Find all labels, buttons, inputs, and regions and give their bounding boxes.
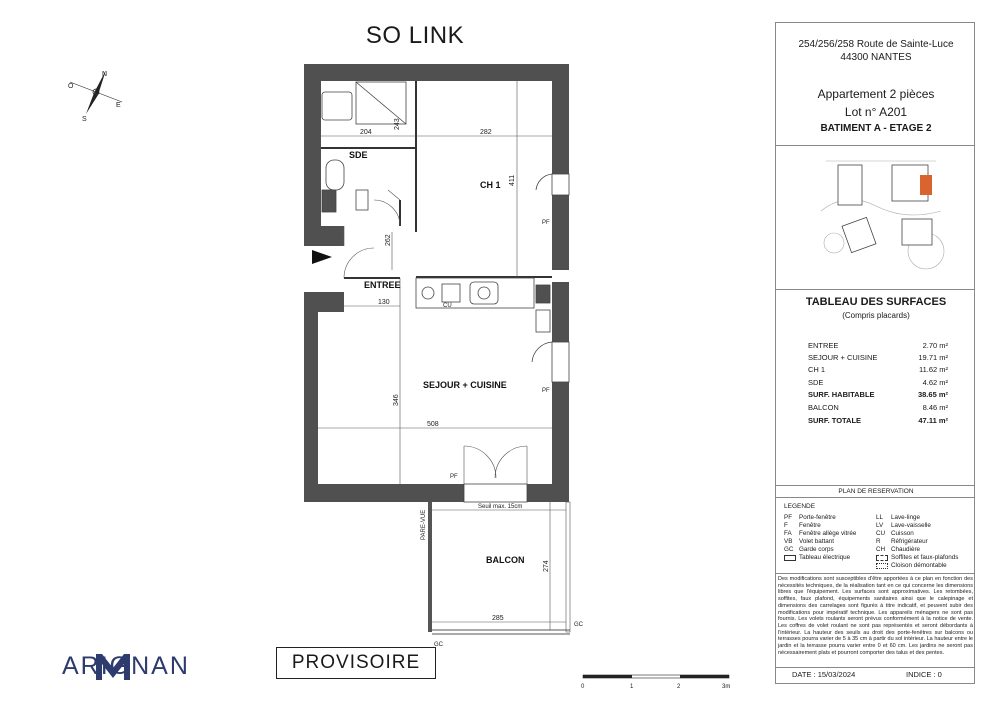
privacy-screen-label: PARE-VUE <box>421 509 427 540</box>
disclaimer-notes: Des modifications sont susceptibles d'être apportées à ce plan en fonction des nécessités techniques, de la réalisation tant en ce qui concerne les dimensions libres que l'équipement. Les surfaces sont approximatives. Les retombées, soffites, faux plafond, équipements sanitaires ainsi que le calepinage et dimensions des carrelages sont figurés à titre indicatif, et peuvent subir des modifications pour impératif technique. Les appareils ménagers ne sont pas fournis. Les volets roulants seront prévus conformément à la notice de vente. Les coffres de volet roulant ne sont pas représentés et seront débordants à l'intérieur. La hauteur des seuils au droit des porte-fenêtres sur balcons ou terrasses pourra varier de 5 à 35 cm à partir du sol intérieur. La hauteur entre le jardin et la terrasse pourra varier entre 0 et 60 cm. Les jardins ne seront pas nécessairement plats et pourront comporter des talus et des pentes. <box>778 576 973 656</box>
compass-rose-icon <box>68 70 122 123</box>
room-label-entree: ENTREE <box>364 280 401 290</box>
compass-o: O <box>68 83 74 90</box>
room-label-sejour: SEJOUR + CUISINE <box>423 380 507 390</box>
threshold-note: Seuil max. 15cm <box>478 504 523 510</box>
gc-label-2: GC <box>434 642 443 648</box>
room-label-ch1: CH 1 <box>480 180 501 190</box>
dim-274: 274 <box>543 560 550 572</box>
pf-label-ch1: PF <box>542 220 550 226</box>
pf-label-sejour: PF <box>542 388 550 394</box>
dim-282: 282 <box>480 129 492 136</box>
entry-arrow-icon <box>312 250 332 264</box>
provisional-stamp: PROVISOIRE <box>276 647 436 679</box>
lot-highlight <box>920 175 932 195</box>
dim-262: 262 <box>385 234 392 246</box>
dim-243: 243 <box>394 118 401 130</box>
info-panel: 254/256/258 Route de Sainte-Luce 44300 NANTES Appartement 2 pièces Lot n° A201 BATIMENT A - ETAGE 2 TABLEAU DES SURFACES (Compris placards) ENTREE 2.70 m² SEJOUR + CUISINE 19.71 m² CH 1 11.62 m² SDE 4.62 m² SURF. HABITABLE 38.65 m² BALCON 8.46 m² SURF. TOTALE 47.11 m² PLAN DE RESERVATION LEGENDE PF Porte-fenêtre F Fenêtre FA Fenêtre allège vitrée VB Volet battant GC Garde corps Tableau électrique LL Lave-linge LV Lave-vaisselle CU Cuisson R Réfrigérateur CH Chaudière Soffites et faux-plafonds Cloison démontable Des modifications sont susceptibles d'être apportées à ce plan en fonction des nécessités techniques, de la réalisation tant en ce qui concerne les dimensions libres que l'équipement. Les surfaces sont approximatives. Les retombées, soffites, faux plafond, équipements sanitaires ainsi que le calepinage et dimensions des carrelages sont figurés à titre indicatif, et peuvent subir des modifications pour impératif technique. Les appareils ménagers ne sont pas fournis. Les volets roulants seront prévus conformément à la notice de vente. Les coffres de volet roulant ne sont pas représentés et seront débordants à l'intérieur. La hauteur des seuils au droit des porte-fenêtres sur balcons ou terrasses pourra varier de 5 à 35 cm à partir du sol intérieur. La hauteur entre le jardin et la terrasse pourra varier entre 0 et 60 cm. Les jardins ne seront pas nécessairement plats et pourront comporter des talus et des pentes. DATE : 15/03/2024 INDICE : 0 <box>775 22 975 684</box>
surfaces-table-subtitle: (Compris placards) <box>842 311 910 320</box>
lot-number: Lot n° A201 <box>844 105 908 119</box>
scale-bar <box>581 675 730 690</box>
dim-508: 508 <box>427 421 439 428</box>
address-line-1: 254/256/258 Route de Sainte-Luce <box>798 39 954 50</box>
electrical-panel-icon <box>784 555 796 561</box>
room-label-balcon: BALCON <box>486 555 525 565</box>
svg-text:3m: 3m <box>722 684 731 690</box>
dim-285: 285 <box>492 615 504 622</box>
dim-346: 346 <box>393 394 400 406</box>
plan-index: INDICE : 0 <box>906 670 942 679</box>
compass-s: S <box>82 116 87 123</box>
svg-text:2: 2 <box>677 684 681 690</box>
address-line-2: 44300 NANTES <box>840 52 912 63</box>
compass-e: E <box>116 102 121 109</box>
surfaces-table-title: TABLEAU DES SURFACES <box>805 296 947 308</box>
dim-204: 204 <box>360 129 372 136</box>
pf-label-balcony: PF <box>450 474 458 480</box>
walls <box>304 64 569 502</box>
kitchen-counter <box>416 278 550 332</box>
svg-text:1: 1 <box>630 684 634 690</box>
dim-411: 411 <box>509 174 516 186</box>
gc-label-1: GC <box>574 622 583 628</box>
soffit-icon <box>876 555 888 561</box>
compass-n: N <box>102 71 108 78</box>
reservation-plan-label: PLAN DE RESERVATION <box>838 488 914 495</box>
marignan-logo-text: ARIGNAN <box>62 652 190 680</box>
plan-date: DATE : 15/03/2024 <box>792 670 856 679</box>
legend-title: LEGENDE <box>784 503 816 510</box>
removable-partition-icon <box>876 563 888 569</box>
room-label-sde: SDE <box>349 150 368 160</box>
cooktop-label: CU <box>443 303 452 309</box>
site-plan <box>816 151 946 273</box>
apartment-type: Appartement 2 pièces <box>817 87 935 101</box>
project-title: SO LINK <box>365 22 465 49</box>
svg-text:0: 0 <box>581 684 585 690</box>
dim-130: 130 <box>378 299 390 306</box>
building-floor: BATIMENT A - ETAGE 2 <box>820 123 932 134</box>
